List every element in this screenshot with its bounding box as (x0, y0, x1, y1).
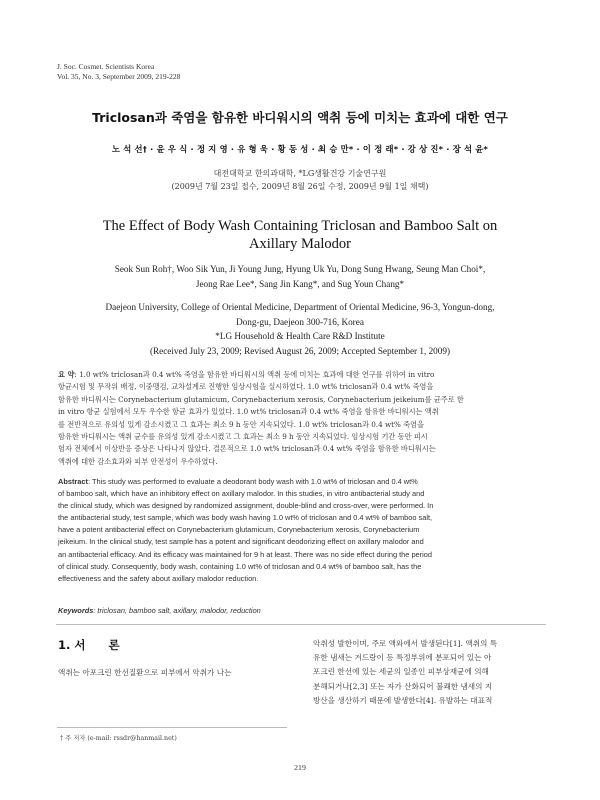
page-number: 219 (294, 763, 306, 772)
english-title-line1: The Effect of Body Wash Containing Triclosan and Bamboo Salt on (102, 218, 498, 234)
body-text-line: 방산을 생산하기 때문에 발생한다[4]. 유발하는 대표적 (313, 695, 493, 705)
korean-abstract-line: 를 전반적으로 유의성 있게 감소시켰고 그 효과는 최소 9 h 동안 지속되었다. 1.0 wt% triclosan과 0.4 wt% 죽염을 (58, 419, 424, 429)
body-text-line: 악취성 발한이며, 주로 액와에서 발생된다[1]. 액취의 특 (313, 639, 498, 648)
korean-abstract-line: 함유한 바디워시는 Corynebacterium glutamicum, Corynebacterium xerosis, Corynebacterium jeikeium를 균주로 한 (58, 394, 464, 404)
english-abstract-line: jeikeium. In the clinical study, test sample has a potent and significant deodorizing effect on axillary malodor and (58, 537, 424, 547)
english-authors (30, 262, 570, 292)
korean-title: Triclosan과 죽염을 함유한 바디워시의 액취 등에 미치는 효과에 대한 연구 (92, 110, 508, 125)
journal-name: J. Soc. Cosmet. Scientists Korea (57, 62, 155, 71)
english-abstract-line: of bamboo salt, which have an inhibitory effect on axillary malodor. In this studies, in vitro antibacterial study and (58, 489, 425, 499)
english-authors-line2: Jeong Rae Lee*, Sang Jin Kang*, and Sug Youn Chang* (195, 279, 405, 289)
keywords-divider (56, 624, 546, 625)
footnote-divider (57, 727, 287, 728)
body-left-column (58, 666, 288, 680)
korean-authors: 노 석 선† · 윤 우 식 · 정 지 영 · 유 형 욱 · 황 동 성 · 최 승 만* · 이 정 래* · 강 상 진* · 장 석 윤* (111, 144, 489, 154)
korean-abstract-line: 액취에 대한 감소효과와 피부 안전성이 우수하였다. (58, 456, 218, 466)
english-abstract (58, 476, 548, 585)
body-text-line: 분해되거나[2,3] 또는 자가 산화되어 불쾌한 냄새의 지 (313, 681, 493, 691)
english-affiliation-line3: *LG Household & Health Care R&D Institute (215, 331, 385, 341)
english-abstract-label: Abstract (58, 477, 88, 486)
english-title-line2: Axillary Malodor (249, 236, 351, 252)
english-abstract-line: an antibacterial efficacy. And its efficacy was maintained for 9 h at least. There was no side effect during the period (58, 549, 432, 559)
body-text-line: 유한 냄새는 겨드랑이 등 특정부위에 분포되어 있는 아 (313, 653, 492, 663)
journal-header (57, 62, 180, 82)
korean-abstract-line: 함유한 바디워시는 액취 균수를 유의성 있게 감소시켰고 그 효과는 최소 9 h 동안 지속되었다. 임상시험 기간 동안 피시 (58, 432, 428, 442)
journal-volume: Vol. 35, No. 3, September 2009, 219-228 (57, 72, 181, 81)
english-received-dates: (Received July 23, 2009; Revised August 26, 2009; Accepted September 1, 2009) (149, 345, 451, 356)
section-title-introduction: 1. 서 론 (58, 638, 120, 652)
english-affiliation-line2: Dong-gu, Daejeon 300-716, Korea (236, 316, 364, 327)
english-abstract-line: the antibacterial study, test sample, which was body wash having 1.0 wt% of triclosan and 0.4 wt% of bamboo salt, (58, 513, 433, 523)
keywords-text: : triclosan, bamboo salt, axillary, malodor, reduction (93, 606, 261, 615)
english-abstract-line: of clinical study. Consequently, body wash, containing 1.0 wt% of triclosan and 0.4 wt% of bamboo salt, has the (58, 561, 422, 571)
korean-affiliation: 대전대학교 한의과대학, *LG생활건강 기술연구원 (213, 169, 387, 178)
korean-abstract (58, 369, 548, 468)
english-affiliation-line1: Daejeon University, College of Oriental Medicine, Department of Oriental Medicine, 96-3, Yongun-dong, (105, 302, 495, 312)
korean-abstract-label: 요 약 (58, 370, 75, 379)
english-authors-line1: Seok Sun Roh†, Woo Sik Yun, Ji Young Jung, Hyung Uk Yu, Dong Sung Hwang, Seung Man Choi*, (114, 264, 486, 274)
english-abstract-line: have a potent antibacterial effect on Corynebacterium glutamicum, Corynebacterium xerosis, Corynebacterium (58, 525, 420, 535)
korean-abstract-line: : 1.0 wt% triclosan과 0.4 wt% 죽염을 함유한 바디워시의 액취 등에 미치는 효과에 대한 연구를 위하여 in vitro (74, 370, 435, 379)
english-affiliation-block (30, 300, 570, 358)
korean-received-dates: (2009년 7월 23일 접수, 2009년 8월 26일 수정, 2009년 9월 1일 채택) (171, 182, 429, 191)
korean-abstract-line: 험자 전체에서 이상반응 증상은 나타나지 않았다. 결론적으로 1.0 wt% triclosan과 0.4 wt% 죽염을 함유한 바디워시는 (58, 444, 436, 454)
footnote: † 주 저자 (e-mail: rssdr@hanmail.net) (60, 735, 177, 742)
korean-affiliation-block (30, 167, 570, 193)
english-abstract-line: effectiveness and the safety about axillary malodor reduction. (58, 573, 259, 583)
keywords-label: Keywords (58, 606, 94, 615)
english-title (30, 217, 570, 253)
body-text-line: 포크린 한선에 있는 세균의 일종인 피부상재균에 의해 (313, 667, 489, 677)
english-abstract-line: the clinical study, which was designed by randomized assignment, double-blind and cross-over, were performed. In (58, 501, 434, 511)
korean-abstract-line: 항균시험 및 무작위 배정, 이중맹검, 교차설계로 진행한 임상시험을 실시하였다. 1.0 wt% triclosan과 0.4 wt% 죽염을 (58, 382, 434, 392)
body-text-line: 액취는 아포크린 한선질환으로 피부에서 악취가 나는 (58, 668, 232, 677)
korean-abstract-line: in vitro 항균 실험에서 모두 우수한 항균 효과가 있었다. 1.0 wt% triclosan과 0.4 wt% 죽염을 함유한 바디워시는 액취 (58, 407, 439, 417)
keywords (58, 606, 548, 615)
body-right-column (313, 637, 545, 708)
english-abstract-line: : This study was performed to evaluate a deodorant body wash with 1.0 wt% of triclosan and 0.4 wt% (87, 477, 418, 486)
